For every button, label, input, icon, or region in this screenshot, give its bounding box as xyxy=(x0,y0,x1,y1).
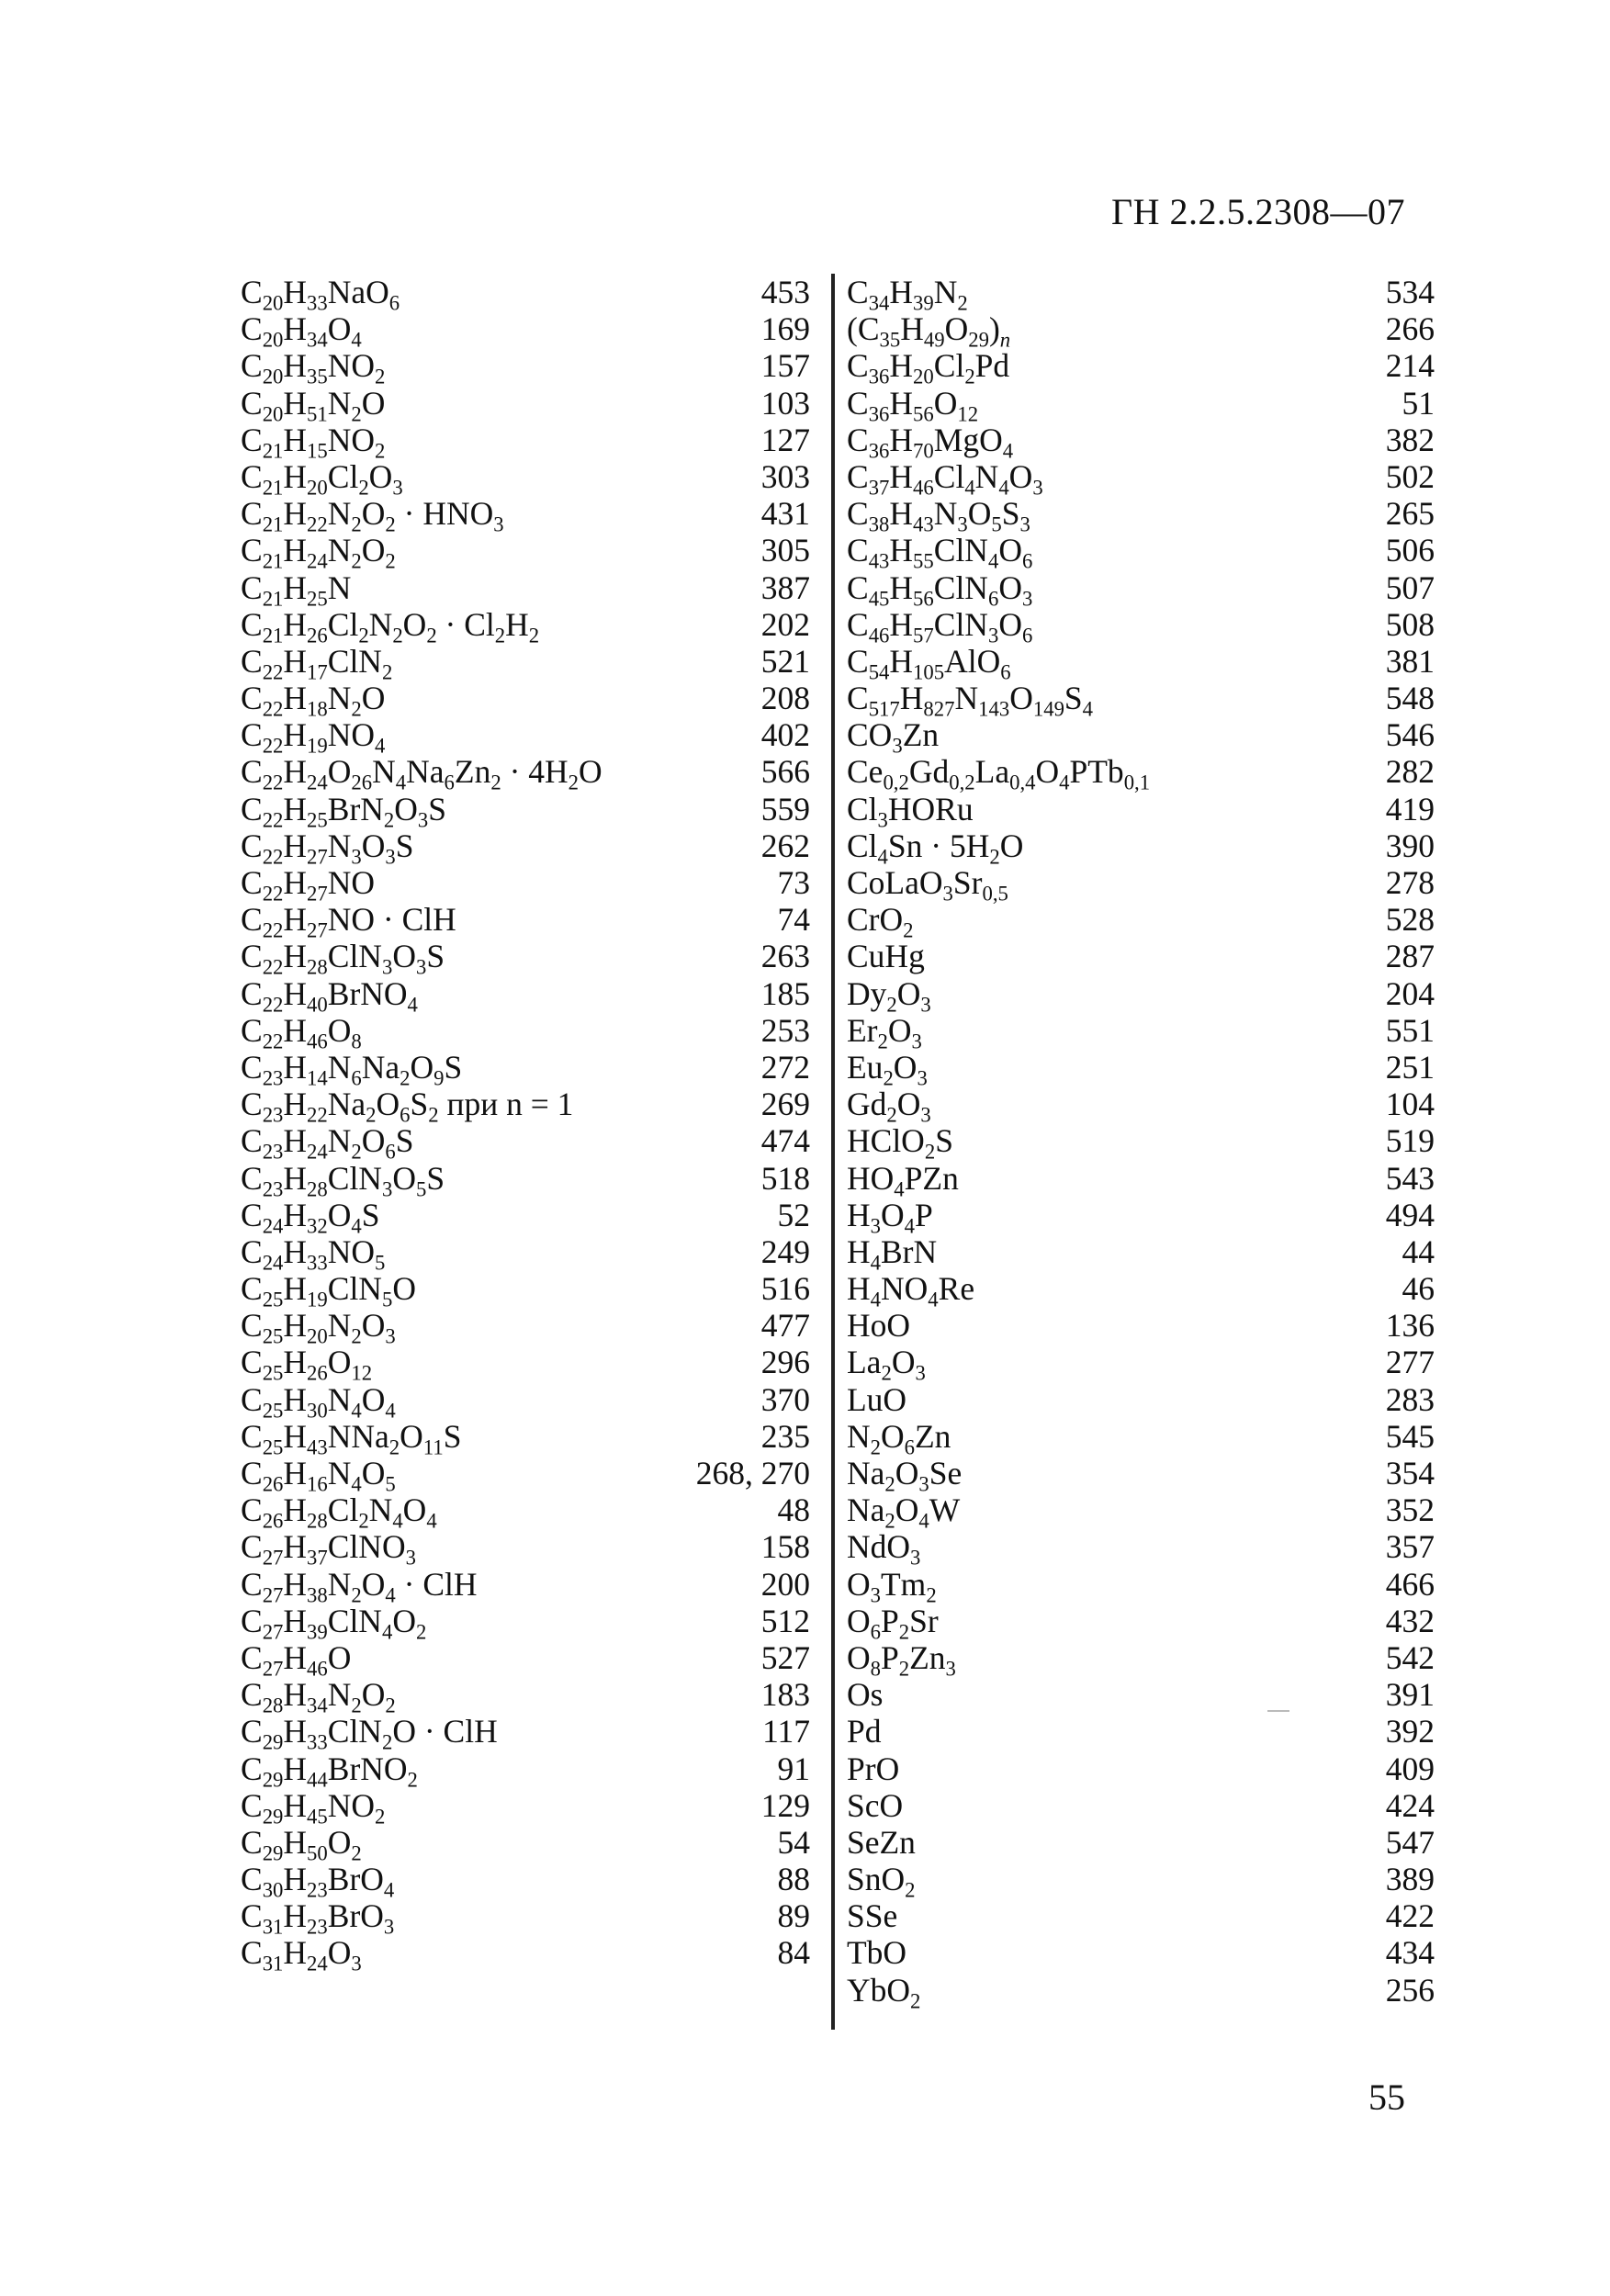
chemical-formula: $C_{26}H_{28}Cl_2N_4O_4$ xyxy=(241,1491,437,1533)
page-reference: 129 xyxy=(760,1786,810,1824)
index-entry xyxy=(241,1048,810,1090)
page-reference: 185 xyxy=(760,974,810,1012)
chemical-formula: $Eu_2O_3$ xyxy=(847,1048,928,1090)
index-entry xyxy=(241,1565,810,1606)
chemical-formula: $C_{25}H_{43}NNa_2O_{11}S$ xyxy=(241,1417,462,1459)
index-entry xyxy=(241,1270,810,1311)
chemical-formula: $C_{21}H_{15}NO_2$ xyxy=(241,421,386,463)
page-reference: 516 xyxy=(760,1270,810,1308)
page-reference: 265 xyxy=(1385,495,1435,533)
index-entry xyxy=(847,532,1435,573)
index-entry xyxy=(241,938,810,979)
index-entry xyxy=(847,680,1435,721)
page-reference: 89 xyxy=(777,1897,810,1935)
index-entry xyxy=(241,1638,810,1681)
index-entry xyxy=(847,1455,1435,1496)
page-reference: 545 xyxy=(1385,1417,1435,1455)
chemical-formula: $C_{26}H_{16}N_4O_5$ xyxy=(241,1455,396,1496)
index-entry xyxy=(241,532,810,573)
index-entry xyxy=(847,790,1435,831)
chemical-formula: $Er_2O_3$ xyxy=(847,1011,922,1053)
page-reference: 432 xyxy=(1385,1602,1435,1639)
page-reference: 282 xyxy=(1385,753,1435,791)
index-entry xyxy=(241,1417,810,1459)
index-entry xyxy=(241,1897,810,1939)
index-entry xyxy=(241,274,810,315)
chemical-formula: $C_{22}H_{27}N_3O_3S$ xyxy=(241,827,414,869)
chemical-formula: $C_{22}H_{25}BrN_2O_3S$ xyxy=(241,790,447,831)
chemical-formula: $C_{21}H_{25}N$ xyxy=(241,568,352,610)
page-reference: 277 xyxy=(1385,1344,1435,1381)
chemical-formula: $C_{21}H_{26}Cl_2N_2O_2 \cdot Cl_2H_2$ xyxy=(241,605,540,647)
chemical-formula: $C_{21}H_{24}N_2O_2$ xyxy=(241,532,396,573)
index-entry xyxy=(241,1823,810,1865)
page-reference: 551 xyxy=(1385,1011,1435,1049)
chemical-formula: $C_{27}H_{38}N_2O_4$ · ClH xyxy=(241,1565,478,1606)
formula-index-left-column xyxy=(241,274,810,1975)
index-entry xyxy=(847,1602,1435,1644)
chemical-formula: $H_4NO_4Re$ xyxy=(847,1270,975,1311)
index-entry xyxy=(847,1897,1435,1934)
column-divider xyxy=(831,274,835,2030)
chemical-formula: $Dy_2O_3$ xyxy=(847,974,931,1016)
index-entry xyxy=(241,1122,810,1164)
chemical-formula: $C_{36}H_{20}Cl_2Pd$ xyxy=(847,347,1010,388)
index-entry xyxy=(847,274,1435,315)
chemical-formula: $C_{25}H_{19}ClN_5O$ xyxy=(241,1270,416,1311)
chemical-formula: $C_{38}H_{43}N_3O_5S_3$ xyxy=(847,495,1030,536)
index-entry xyxy=(847,1750,1435,1787)
chemical-formula: LuO xyxy=(847,1380,907,1418)
chemical-formula: $C_{43}H_{55}ClN_4O_6$ xyxy=(847,532,1033,573)
page-reference: 305 xyxy=(760,532,810,569)
chemical-formula: $C_{20}H_{51}N_2O$ xyxy=(241,384,386,425)
page-reference: 547 xyxy=(1385,1823,1435,1861)
chemical-formula: $C_{22}H_{19}NO_4$ xyxy=(241,716,386,758)
page-reference: 357 xyxy=(1385,1528,1435,1566)
chemical-formula: $C_{20}H_{34}O_4$ xyxy=(241,310,362,352)
page-reference: 283 xyxy=(1385,1380,1435,1418)
index-entry xyxy=(847,974,1435,1016)
page-reference: 52 xyxy=(777,1196,810,1233)
chemical-formula: $N_2O_6Zn$ xyxy=(847,1417,951,1459)
index-entry xyxy=(847,605,1435,647)
page-reference: 272 xyxy=(760,1048,810,1086)
chemical-formula: $C_{29}H_{44}BrNO_2$ xyxy=(241,1750,418,1791)
page-reference: 409 xyxy=(1385,1750,1435,1787)
chemical-formula: $C_{22}H_{17}ClN_2$ xyxy=(241,642,393,684)
index-entry xyxy=(847,1824,1435,1861)
index-entry xyxy=(847,1048,1435,1090)
index-entry xyxy=(241,1159,810,1200)
chemical-formula: $C_{23}H_{22}Na_2O_6S_2$ при n = 1 xyxy=(241,1086,574,1127)
chemical-formula: Pd xyxy=(847,1713,882,1750)
chemical-formula: $C_{23}H_{14}N_6Na_2O_9S$ xyxy=(241,1048,463,1090)
chemical-formula: TbO xyxy=(847,1934,907,1972)
chemical-formula: $C_{27}H_{37}ClNO_3$ xyxy=(241,1528,416,1570)
index-entry xyxy=(847,1528,1435,1570)
index-entry xyxy=(847,753,1435,794)
index-entry xyxy=(847,568,1435,610)
page-reference: 51 xyxy=(1402,384,1435,422)
index-entry xyxy=(847,1861,1435,1902)
index-entry xyxy=(847,1713,1435,1750)
page-reference: 249 xyxy=(760,1232,810,1270)
index-entry xyxy=(241,790,810,831)
page-reference: 278 xyxy=(1385,864,1435,901)
index-entry xyxy=(847,1638,1435,1681)
index-entry xyxy=(241,1455,810,1496)
index-entry xyxy=(847,1565,1435,1606)
index-entry xyxy=(847,347,1435,388)
page-reference: 548 xyxy=(1385,680,1435,717)
index-entry xyxy=(847,457,1435,500)
page-number: 55 xyxy=(1368,2077,1405,2118)
document-code-header: ГН 2.2.5.2308—07 xyxy=(1110,191,1405,232)
index-entry xyxy=(847,938,1435,974)
index-entry xyxy=(847,1232,1435,1275)
page-reference: 157 xyxy=(760,347,810,385)
chemical-formula: $CO_3Zn$ xyxy=(847,716,940,758)
page-reference: 266 xyxy=(1385,310,1435,348)
chemical-formula: $C_{22}H_{28}ClN_3O_3S$ xyxy=(241,938,445,979)
chemical-formula: SSe xyxy=(847,1897,898,1935)
page-reference: 559 xyxy=(760,790,810,827)
page-reference: 508 xyxy=(1385,605,1435,643)
page-reference: 251 xyxy=(1385,1048,1435,1086)
chemical-formula: $C_{517}H_{827}N_{143}O_{149}S_4$ xyxy=(847,680,1094,721)
index-entry xyxy=(847,1196,1435,1237)
index-entry xyxy=(241,347,810,388)
index-entry xyxy=(241,1786,810,1828)
chemical-formula: $C_{30}H_{23}BrO_4$ xyxy=(241,1861,395,1902)
chemical-formula: SnO$_2$ xyxy=(847,1861,916,1902)
chemical-formula: $C_{20}H_{35}NO_2$ xyxy=(241,347,386,388)
page-reference: 381 xyxy=(1385,642,1435,680)
chemical-formula: $C_{21}H_{22}N_2O_2 \cdot HNO_3$ xyxy=(241,495,504,536)
page-reference: 370 xyxy=(760,1380,810,1418)
chemical-formula: $C_{45}H_{56}ClN_6O_3$ xyxy=(847,568,1033,610)
index-entry xyxy=(241,421,810,463)
index-entry xyxy=(847,1159,1435,1200)
index-entry xyxy=(847,901,1435,942)
chemical-formula: NdO$_3$ xyxy=(847,1528,921,1570)
chemical-formula: $Gd_2O_3$ xyxy=(847,1086,931,1127)
chemical-formula: SeZn xyxy=(847,1823,916,1861)
chemical-formula: Os xyxy=(847,1676,884,1714)
page-reference: 269 xyxy=(760,1086,810,1123)
page-reference: 543 xyxy=(1385,1159,1435,1197)
page-reference: 494 xyxy=(1385,1196,1435,1233)
page-reference: 262 xyxy=(760,827,810,864)
page-reference: 390 xyxy=(1385,827,1435,864)
index-entry xyxy=(241,1861,810,1902)
chemical-formula: $C_{20}H_{33}NaO_6$ xyxy=(241,274,400,315)
page-reference: 104 xyxy=(1385,1086,1435,1123)
index-entry xyxy=(847,495,1435,536)
page-reference: 402 xyxy=(760,716,810,754)
page-reference: 431 xyxy=(760,495,810,533)
index-entry xyxy=(847,1676,1435,1713)
page-reference: 519 xyxy=(1385,1122,1435,1160)
page-reference: 477 xyxy=(760,1307,810,1345)
chemical-formula: $C_{28}H_{34}N_2O_2$ xyxy=(241,1676,396,1717)
page-reference: 204 xyxy=(1385,974,1435,1012)
chemical-formula: $La_2O_3$ xyxy=(847,1344,926,1385)
page-reference: 506 xyxy=(1385,532,1435,569)
index-entry xyxy=(241,974,810,1016)
page-reference: 474 xyxy=(760,1122,810,1160)
page-reference: 521 xyxy=(760,642,810,680)
chemical-formula: $Na_2O_4W$ xyxy=(847,1491,961,1533)
index-entry xyxy=(241,1676,810,1717)
page-reference: 127 xyxy=(760,421,810,458)
index-entry xyxy=(241,1934,810,1975)
page-reference: 235 xyxy=(760,1417,810,1455)
index-entry xyxy=(241,901,810,942)
page-reference: 512 xyxy=(760,1602,810,1639)
index-entry xyxy=(241,1196,810,1237)
page-reference: 528 xyxy=(1385,901,1435,939)
index-entry xyxy=(847,1086,1435,1127)
index-entry xyxy=(241,827,810,869)
chemical-formula: $C_{34}H_{39}N_2$ xyxy=(847,274,968,315)
chemical-formula: $Cl_3HORu$ xyxy=(847,790,974,831)
index-entry xyxy=(241,310,810,352)
chemical-formula: $C_{37}H_{46}Cl_4N_4O_3$ xyxy=(847,457,1043,500)
index-entry xyxy=(847,1270,1435,1311)
index-entry xyxy=(241,457,810,500)
chemical-formula: $O_8P_2Zn_3$ xyxy=(847,1638,956,1681)
page-reference: 91 xyxy=(777,1750,810,1787)
chemical-formula: HoO xyxy=(847,1307,911,1345)
index-entry xyxy=(241,753,810,794)
chemical-formula: YbO$_2$ xyxy=(847,1971,921,2012)
chemical-formula: $C_{27}H_{46}O$ xyxy=(241,1638,352,1681)
page-reference: 434 xyxy=(1385,1934,1435,1972)
index-entry xyxy=(241,495,810,536)
page-reference: 466 xyxy=(1385,1565,1435,1603)
chemical-formula: $C_{27}H_{39}ClN_4O_2$ xyxy=(241,1602,427,1644)
index-entry xyxy=(241,1232,810,1275)
page-reference: 453 xyxy=(760,274,810,310)
index-entry xyxy=(241,568,810,610)
page-reference: 419 xyxy=(1385,790,1435,827)
page-reference: 391 xyxy=(1385,1676,1435,1714)
page-reference: 352 xyxy=(1385,1491,1435,1529)
page-reference: 84 xyxy=(777,1934,810,1972)
index-entry xyxy=(847,310,1435,352)
chemical-formula: $HO_4PZn$ xyxy=(847,1159,959,1200)
index-entry xyxy=(241,642,810,684)
page-reference: 527 xyxy=(760,1638,810,1676)
page-reference: 136 xyxy=(1385,1307,1435,1345)
page-reference: 54 xyxy=(777,1823,810,1861)
chemical-formula: $C_{25}H_{20}N_2O_3$ xyxy=(241,1307,396,1348)
chemical-formula: $C_{54}H_{105}AlO_6$ xyxy=(847,642,1011,684)
chemical-formula: $H_4BrN$ xyxy=(847,1232,938,1275)
index-entry xyxy=(847,384,1435,425)
index-entry xyxy=(847,1971,1435,2012)
chemical-formula: $C_{31}H_{23}BrO_3$ xyxy=(241,1897,395,1939)
index-entry xyxy=(241,680,810,721)
chemical-formula: $C_{22}H_{46}O_8$ xyxy=(241,1011,362,1053)
page-reference: 296 xyxy=(760,1344,810,1381)
index-entry xyxy=(241,1491,810,1533)
page-reference: 103 xyxy=(760,384,810,422)
page-reference: 566 xyxy=(760,753,810,791)
index-entry xyxy=(847,864,1435,906)
index-entry xyxy=(241,605,810,647)
chemical-formula: $C_{22}H_{40}BrNO_4$ xyxy=(241,974,418,1016)
chemical-formula: $C_{23}H_{24}N_2O_6S$ xyxy=(241,1122,414,1164)
chemical-formula: $C_{25}H_{30}N_4O_4$ xyxy=(241,1380,396,1422)
chemical-formula: $C_{24}H_{32}O_4S$ xyxy=(241,1196,380,1237)
chemical-formula: $CoLaO_3Sr_{0,5}$ xyxy=(847,864,1008,906)
index-entry xyxy=(241,1380,810,1422)
index-entry xyxy=(847,642,1435,684)
chemical-formula: $C_{22}H_{24}O_{26}N_4Na_6Zn_2 \cdot 4H_2O$ xyxy=(241,753,602,794)
index-entry xyxy=(847,1417,1435,1459)
index-entry xyxy=(847,1787,1435,1824)
page-reference: 502 xyxy=(1385,457,1435,495)
page-reference: 73 xyxy=(777,864,810,901)
page-reference: 507 xyxy=(1385,568,1435,606)
page-reference: 268, 270 xyxy=(695,1455,810,1491)
chemical-formula: $C_{29}H_{45}NO_2$ xyxy=(241,1786,386,1828)
chemical-formula: $C_{23}H_{28}ClN_3O_5S$ xyxy=(241,1159,445,1200)
page-reference: 287 xyxy=(1385,938,1435,975)
chemical-formula: $C_{31}H_{24}O_3$ xyxy=(241,1934,362,1975)
index-entry xyxy=(241,864,810,906)
chemical-formula: CuHg xyxy=(847,938,925,975)
chemical-formula: $C_{22}H_{27}NO$ xyxy=(241,864,376,906)
page-reference: 202 xyxy=(760,605,810,643)
index-entry xyxy=(847,1011,1435,1053)
page-reference: 117 xyxy=(762,1713,810,1750)
page-reference: 46 xyxy=(1402,1270,1435,1308)
page-reference: 183 xyxy=(760,1676,810,1714)
index-entry xyxy=(847,1344,1435,1385)
index-entry xyxy=(847,1307,1435,1344)
chemical-formula: $C_{46}H_{57}ClN_3O_6$ xyxy=(847,605,1033,647)
index-entry xyxy=(847,1491,1435,1533)
index-entry xyxy=(241,384,810,425)
index-entry xyxy=(241,1528,810,1570)
page-reference: 542 xyxy=(1385,1638,1435,1676)
chemical-formula: $C_{36}H_{56}O_{12}$ xyxy=(847,384,979,425)
chemical-formula: $O_6P_2Sr$ xyxy=(847,1602,939,1644)
chemical-formula: $Na_2O_3Se$ xyxy=(847,1455,963,1496)
index-entry xyxy=(241,1307,810,1348)
chemical-formula: $C_{29}H_{33}ClN_2O$ · ClH xyxy=(241,1713,498,1754)
page-reference: 382 xyxy=(1385,421,1435,458)
chemical-formula: $Cl_4Sn \cdot 5H_2O$ xyxy=(847,827,1024,869)
page-reference: 256 xyxy=(1385,1971,1435,2009)
page-reference: 214 xyxy=(1385,347,1435,385)
index-entry xyxy=(241,1344,810,1385)
page-reference: 546 xyxy=(1385,716,1435,754)
chemical-formula: $C_{29}H_{50}O_2$ xyxy=(241,1823,362,1865)
page-reference: 169 xyxy=(760,310,810,348)
page-reference: 253 xyxy=(760,1011,810,1049)
chemical-formula: $C_{21}H_{20}Cl_2O_3$ xyxy=(241,457,403,500)
index-entry xyxy=(241,1750,810,1791)
index-entry xyxy=(241,716,810,758)
page-reference: 422 xyxy=(1385,1897,1435,1935)
chemical-formula: PrO xyxy=(847,1750,900,1787)
index-entry xyxy=(847,1381,1435,1418)
scan-speck xyxy=(1267,1710,1289,1712)
page-reference: 263 xyxy=(760,938,810,975)
index-entry xyxy=(241,1011,810,1053)
page-reference: 534 xyxy=(1385,274,1435,310)
page-reference: 158 xyxy=(760,1528,810,1566)
page-reference: 387 xyxy=(760,568,810,606)
page-reference: 200 xyxy=(760,1565,810,1603)
chemical-formula: $C_{25}H_{26}O_{12}$ xyxy=(241,1344,373,1385)
index-entry xyxy=(241,1602,810,1644)
page-reference: 88 xyxy=(777,1861,810,1898)
chemical-formula: CrO$_2$ xyxy=(847,901,914,942)
page-reference: 48 xyxy=(777,1491,810,1529)
chemical-formula: $Ce_{0,2}Gd_{0,2}La_{0,4}O_4PTb_{0,1}$ xyxy=(847,753,1151,794)
page-reference: 389 xyxy=(1385,1861,1435,1898)
chemical-formula: $H_3O_4P$ xyxy=(847,1196,933,1237)
chemical-formula: $C_{22}H_{18}N_2O$ xyxy=(241,680,386,721)
index-entry xyxy=(847,1122,1435,1164)
page-reference: 208 xyxy=(760,680,810,717)
index-entry xyxy=(847,716,1435,758)
page-reference: 354 xyxy=(1385,1455,1435,1491)
page-reference: 74 xyxy=(777,901,810,939)
chemical-formula: $C_{24}H_{33}NO_5$ xyxy=(241,1232,386,1275)
page-reference: 44 xyxy=(1402,1232,1435,1270)
index-entry xyxy=(847,827,1435,869)
chemical-formula: $C_{36}H_{70}MgO_4$ xyxy=(847,421,1014,463)
chemical-formula: $(C_{35}H_{49}O_{29})_n$ xyxy=(847,310,1011,352)
index-entry xyxy=(847,421,1435,463)
chemical-formula: ScO xyxy=(847,1786,904,1824)
index-entry xyxy=(241,1086,810,1127)
chemical-formula: HClO$_2$S xyxy=(847,1122,953,1164)
index-entry xyxy=(847,1934,1435,1971)
page-reference: 392 xyxy=(1385,1713,1435,1750)
page-reference: 424 xyxy=(1385,1786,1435,1824)
page-reference: 303 xyxy=(760,457,810,495)
page-reference: 518 xyxy=(760,1159,810,1197)
formula-index-right-column xyxy=(847,274,1435,2012)
chemical-formula: $O_3Tm_2$ xyxy=(847,1565,937,1606)
index-entry xyxy=(241,1713,810,1754)
chemical-formula: $C_{22}H_{27}NO$ · ClH xyxy=(241,901,456,942)
